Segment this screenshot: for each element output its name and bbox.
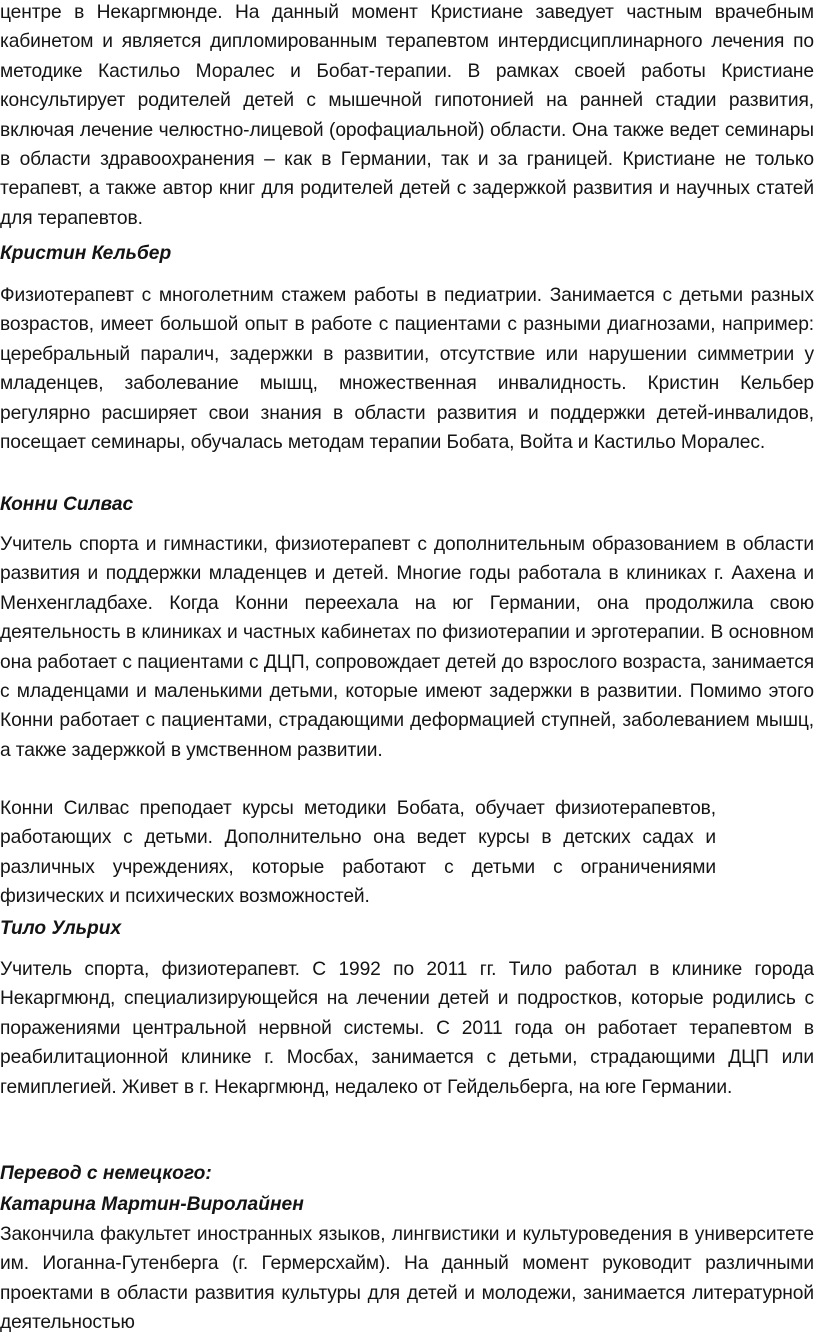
heading-konni-silvas: Конни Силвас xyxy=(0,494,134,515)
paragraph-konni-silvas-courses: Конни Силвас преподает курсы методики Бобата, обучает физиотерапевтов, работающих с детьми. Дополнительно она ведет курсы в детских садах и различных учреждениях, которые работают с детьми с ограничениями физических и психических возможностей. xyxy=(0,798,716,908)
paragraph-kristin-kelber-bio: Физиотерапевт с многолетним стажем работы в педиатрии. Занимается с детьми разных возрастов, имеет большой опыт в работе с пациентами с разными диагнозами, например: церебральный паралич, задержки в развитии, отсутствие или нарушении симметрии у младенцев, заболевание мышц, множественная инвалидность. Кристин Кельбер регулярно расширяет свои знания в области развития и поддержки детей-инвалидов, посещает семинары, обучалась методам терапии Бобата, Войта и Кастильо Моралес. xyxy=(0,285,814,454)
paragraph-konni-silvas-bio: Учитель спорта и гимнастики, физиотерапевт с дополнительным образованием в области развития и поддержки младенцев и детей. Многие годы работала в клиниках г. Аахена и Менхенгладбахе. Когда Конни переехала на юг Германии, она продолжила свою деятельность в клиниках и частных кабинетах по физиотерапии и эрготерапии. В основном она работает с пациентами с ДЦП, сопровождает детей до взрослого возраста, занимается с младенцами и маленькими детьми, которые имеют задержки в развитии. Помимо этого Конни работает с пациентами, страдающими деформацией ступней, заболеванием мышц, а также задержкой в умственном развитии. xyxy=(0,534,814,761)
heading-translator-name: Катарина Мартин-Виролайнен xyxy=(0,1194,304,1215)
heading-tilo-ulrich: Тило Ульрих xyxy=(0,918,122,939)
paragraph-christiane-bio: центре в Некаргмюнде. На данный момент Кристиане заведует частным врачебным кабинетом и является дипломированным терапевтом интердисциплинарного лечения по методике Кастильо Моралес и Бобат-терапии. В рамках своей работы Кристиане консультирует родителей детей с мышечной гипотонией на ранней стадии развития, включая лечение челюстно-лицевой (орофациальной) области. Она также ведет семинары в области здравоохранения – как в Германии, так и за границей. Кристиане не только терапевт, а также автор книг для родителей детей с задержкой развития и научных статей для терапевтов. xyxy=(0,2,814,229)
paragraph-translator-bio: Закончила факультет иностранных языков, лингвистики и культуроведения в университете им. Иоганна-Гутенберга (г. Гермерсхайм). На данный момент руководит различными проектами в области развития культуры для детей и молодежи, занимается литературной деятельностью xyxy=(0,1224,814,1334)
heading-kristin-kelber: Кристин Кельбер xyxy=(0,243,172,264)
heading-translation: Перевод с немецкого: xyxy=(0,1163,212,1184)
paragraph-tilo-ulrich-bio: Учитель спорта, физиотерапевт. С 1992 по 2011 гг. Тило работал в клинике города Некаргмюнд, специализирующейся на лечении детей и подростков, которые родились с поражениями центральной нервной системы. С 2011 года он работает терапевтом в реабилитационной клинике г. Мосбах, занимается с детьми, страдающими ДЦП или гемиплегией. Живет в г. Некаргмюнд, недалеко от Гейдельберга, на юге Германии. xyxy=(0,959,814,1098)
